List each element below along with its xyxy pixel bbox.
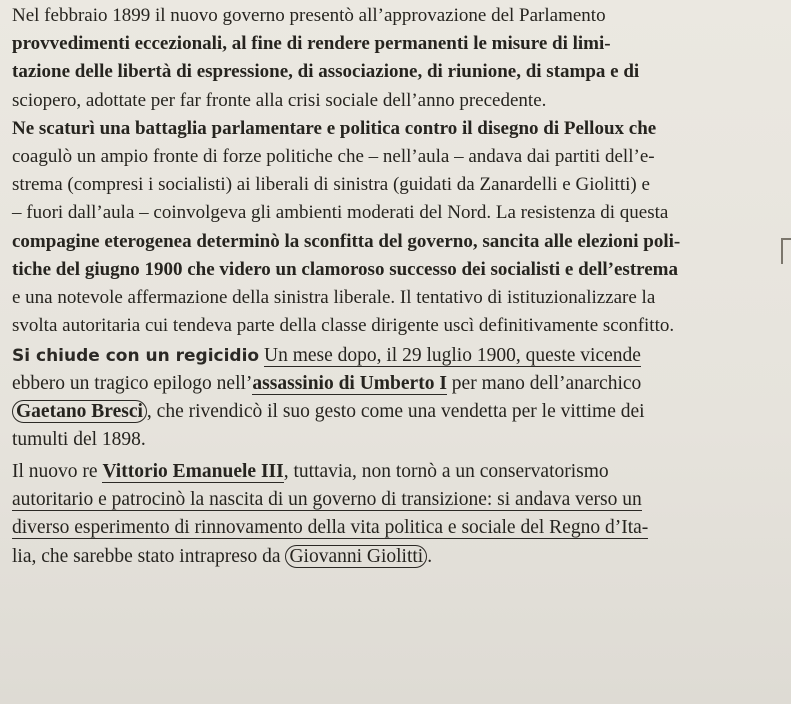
paragraph-vittorio-emanuele	[12, 458, 782, 571]
underlined-text: autoritario e patrocinò la nascita di un governo di transizione: si andava verso un	[12, 489, 642, 511]
margin-bracket-mark	[781, 238, 791, 264]
text-line: coagulò un ampio fronte di forze politiche che – nell’aula – andava dai partiti dell’e-	[12, 146, 655, 168]
paragraph-pelloux	[12, 2, 782, 340]
section-regicidio	[12, 342, 782, 454]
text-line	[12, 514, 782, 542]
text-line: sciopero, adottate per far fronte alla crisi sociale dell’anno precedente.	[12, 89, 547, 111]
text-run: , tuttavia, non tornò a un conservatorismo	[283, 461, 609, 482]
text-line: e una notevole affermazione della sinistra liberale. Il tentativo di istituzionalizzare la	[12, 287, 656, 309]
section-heading: Si chiude con un regicidio	[12, 346, 260, 366]
text-line: provvedimenti eccezionali, al fine di rendere permanenti le misure di limi-	[12, 33, 611, 55]
circled-name: Gaetano Bresci	[12, 400, 147, 423]
text-run: Il nuovo re	[12, 461, 103, 482]
text-line: – fuori dall’aula – coinvolgeva gli ambienti moderati del Nord. La resistenza di questa	[12, 202, 669, 224]
text-line: strema (compresi i socialisti) ai liberali di sinistra (guidati da Zanardelli e Giolitti) e	[12, 174, 650, 196]
text-line	[12, 370, 782, 398]
text-run: lia, che sarebbe stato intrapreso da	[12, 545, 286, 567]
text-line: svolta autoritaria cui tendeva parte della classe dirigente uscì definitivamente sconfitto.	[12, 315, 675, 337]
underlined-bold-text: Vittorio Emanuele III	[102, 461, 284, 482]
text-line	[12, 486, 782, 514]
underlined-text: diverso esperimento di rinnovamento della vita politica e sociale del Regno d’Ita-	[12, 517, 649, 539]
circled-name: Giovanni Giolitti	[285, 545, 427, 568]
text-line	[12, 458, 782, 486]
text-run: ebbero un tragico epilogo nell’	[12, 373, 253, 394]
text-line: Ne scaturì una battaglia parlamentare e politica contro il disegno di Pelloux che	[12, 117, 657, 139]
text-run: per mano dell’anarchico	[446, 373, 642, 394]
underlined-bold-text: assassinio di Umberto I	[252, 373, 447, 394]
text-line: tumulti del 1898.	[12, 429, 146, 450]
text-line: tiche del giugno 1900 che videro un clamoroso successo dei socialisti e dell’estrema	[12, 258, 679, 280]
text-line	[12, 543, 782, 571]
text-line: Nel febbraio 1899 il nuovo governo presentò all’approvazione del Parlamento	[12, 5, 606, 26]
text-line: tazione delle libertà di espressione, di associazione, di riunione, di stampa e di	[12, 61, 640, 83]
underlined-text: Un mese dopo, il 29 luglio 1900, queste vicende	[263, 345, 641, 366]
text-line: compagine eterogenea determinò la sconfitta del governo, sancita alle elezioni poli-	[12, 230, 681, 252]
text-run: , che rivendicò il suo gesto come una vendetta per le vittime dei	[146, 401, 645, 422]
text-run: .	[427, 545, 433, 567]
text-line	[12, 398, 782, 426]
text-line	[12, 342, 782, 370]
